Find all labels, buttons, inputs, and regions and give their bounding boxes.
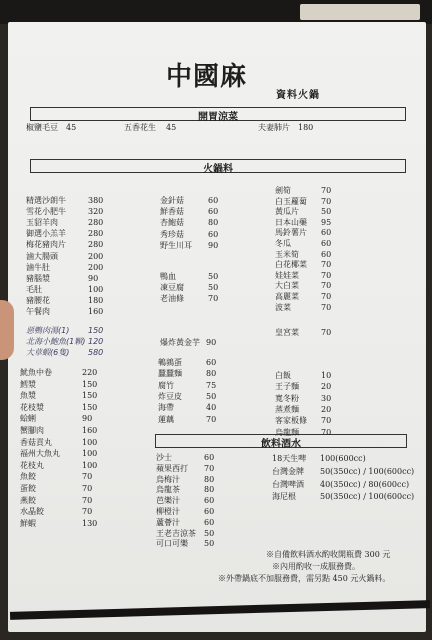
menu-item-price: 80 (204, 474, 215, 484)
menu-item-name: 午餐肉 (26, 307, 50, 316)
menu-item-name: 爆炸黃金芋 (160, 338, 200, 347)
menu-item-name: 豬腦漿 (26, 273, 50, 283)
menu-item-name: 冬瓜 (275, 239, 291, 248)
menu-item-price: 90 (82, 414, 93, 424)
menu-item-name: 金針菇 (160, 196, 184, 205)
menu-item-price: 20 (321, 382, 332, 392)
menu-item-name: 烏梅汁 (156, 474, 180, 484)
menu-item-price: 380 (88, 196, 104, 205)
menu-item-name: 野生川耳 (160, 240, 192, 250)
menu-item-price: 80 (208, 218, 219, 228)
menu-item-price: 90 (88, 273, 99, 283)
menu-item-name: 滷大腸頭 (26, 251, 58, 261)
menu-item-name: 波菜 (275, 302, 291, 312)
menu-item-price: 70 (208, 294, 219, 304)
menu-item-name: 北海小鮑魚(1顆) (26, 337, 86, 346)
menu-item-price: 70 (321, 427, 332, 437)
menu-item-name: 台灣金牌 (272, 466, 304, 476)
cold-dish-price: 45 (66, 123, 77, 132)
menu-item-name: 魚餃 (20, 472, 36, 482)
menu-item-price: 70 (321, 292, 332, 301)
menu-item-name: 烏龍茶 (156, 485, 180, 495)
finger (0, 300, 14, 360)
menu-item-price: 60 (204, 496, 215, 506)
cold-dish-name: 夫妻肺片 (258, 123, 290, 132)
menu-item-price: 80 (204, 485, 215, 495)
menu-item-price: 580 (88, 348, 104, 357)
cold-dish-name: 五香花生 (124, 123, 156, 132)
menu-item-price: 90 (208, 240, 219, 250)
menu-item-price: 100 (82, 460, 98, 470)
background-light (300, 4, 420, 20)
menu-item-price: 75 (206, 380, 217, 390)
cold-dish-name: 椒鹽毛豆 (26, 123, 58, 132)
menu-item-price: 50 (204, 539, 215, 549)
menu-item-name: 白花椰菜 (275, 260, 307, 270)
menu-item-name: 海帶 (158, 403, 174, 413)
menu-item-price: 50 (206, 391, 217, 401)
menu-item-price: 70 (321, 196, 332, 206)
menu-item-name: 杏鮑菇 (160, 218, 184, 228)
menu-item-name: 秀珍菇 (160, 229, 184, 239)
menu-item-price: 100 (82, 449, 98, 459)
menu-item-name: 黃瓜片 (275, 207, 299, 217)
menu-item-name: 炸豆皮 (158, 391, 182, 401)
menu-item-name: 台灣啤酒 (272, 479, 304, 489)
menu-item-name: 魷魚中卷 (20, 368, 52, 377)
menu-item-price: 150 (82, 391, 98, 401)
menu-item-price: 70 (321, 281, 332, 291)
menu-item-name: 蛤蜊 (20, 414, 36, 424)
menu-item-name: 客家板條 (275, 416, 307, 426)
menu-item-name: 惡鴨肉湯(1) (26, 326, 70, 335)
menu-item-name: 蠶蠶麵 (158, 369, 182, 379)
menu-item-name: 海尼根 (272, 492, 296, 502)
menu-item-price: 70 (82, 472, 93, 482)
menu-item-price: 150 (82, 379, 98, 389)
menu-item-name: 鮮香菇 (160, 207, 184, 217)
section-header-hotpot: 火鍋料 (30, 159, 406, 173)
menu-item-name: 馬鈴薯片 (275, 228, 307, 238)
menu-item-price: 30 (321, 393, 332, 403)
note-3: ※外帶鍋底不加服務費，需另點 450 元火鍋料。 (218, 574, 391, 583)
menu-item-price: 130 (82, 518, 98, 528)
menu-item-price: 280 (88, 229, 104, 239)
menu-item-price: 60 (204, 517, 215, 527)
menu-item-name: 蛋餃 (20, 484, 36, 493)
menu-item-price: 60 (208, 229, 219, 239)
menu-item-name: 烏龍麵 (275, 427, 299, 437)
menu-item-price: 70 (321, 302, 332, 312)
menu-item-price: 220 (82, 368, 98, 377)
menu-item-name: 福州大魚丸 (20, 449, 60, 459)
menu-item-price: 60 (204, 507, 215, 516)
menu-item-price: 10 (321, 371, 332, 380)
menu-item-name: 燕餃 (20, 495, 36, 505)
menu-item-price: 150 (88, 326, 104, 335)
menu-item-name: 梅花豬肉片 (26, 240, 66, 250)
menu-item-price: 50 (204, 528, 215, 538)
menu-item-name: 花枝漿 (20, 402, 44, 412)
menu-item-price: 50 (321, 207, 332, 217)
cold-dish-price: 180 (298, 123, 314, 132)
menu-item-name: 皇宮菜 (275, 328, 299, 337)
menu-item-price: 70 (321, 186, 332, 195)
menu-item-price: 40(350cc) / 80(600cc) (320, 479, 410, 489)
menu-item-name: 蟹腳肉 (20, 426, 44, 435)
menu-item-name: 豬腰花 (26, 295, 50, 305)
menu-item-price: 70 (206, 414, 217, 424)
menu-item-price: 60 (321, 239, 332, 248)
menu-item-name: 御選小羔羊 (26, 229, 66, 239)
menu-item-name: 鮮蝦 (20, 518, 36, 528)
menu-item-name: 魚漿 (20, 391, 36, 401)
menu-item-price: 50(350cc) / 100(600cc) (320, 492, 415, 502)
menu-item-name: 凍豆腐 (160, 283, 184, 293)
menu-item-price: 70 (321, 328, 332, 337)
menu-item-price: 160 (82, 426, 98, 435)
menu-item-price: 50 (208, 283, 219, 293)
menu-item-name: 水晶餃 (20, 507, 44, 517)
menu-item-price: 70 (82, 495, 93, 505)
note-1: ※自備飲料酒水酌收開瓶費 300 元 (266, 550, 391, 559)
menu-item-name: 日本山藥 (275, 217, 307, 227)
menu-item-name: 鵪鶉蛋 (158, 358, 182, 367)
menu-item-price: 60 (204, 453, 215, 462)
menu-item-price: 320 (88, 207, 104, 217)
menu-item-name: 娃娃菜 (275, 270, 299, 280)
menu-item-price: 50(350cc) / 100(600cc) (320, 466, 415, 476)
menu-item-name: 王老吉涼茶 (156, 528, 196, 538)
menu-item-name: 王子麵 (275, 382, 299, 392)
menu-item-price: 60 (321, 249, 332, 259)
menu-item-price: 70 (321, 270, 332, 280)
menu-item-name: 玉貂羊肉 (26, 218, 58, 228)
menu-item-price: 40 (206, 403, 217, 413)
menu-item-name: 白飯 (275, 371, 291, 380)
menu-item-price: 80 (206, 369, 217, 379)
cold-dish-price: 45 (166, 123, 177, 132)
menu-item-price: 60 (321, 228, 332, 238)
menu-item-name: 蓮藕 (158, 414, 174, 424)
menu-item-name: 沙士 (156, 453, 172, 462)
section-header-drinks: 飲料酒水 (155, 434, 407, 448)
menu-item-name: 大草蝦(6隻) (26, 348, 70, 357)
menu-item-name: 蒸煮麵 (275, 404, 299, 414)
menu-item-price: 70 (321, 416, 332, 426)
menu-item-price: 70 (321, 260, 332, 270)
menu-item-name: 鱈漿 (20, 379, 36, 389)
menu-item-price: 100 (82, 437, 98, 447)
menu-item-price: 200 (88, 262, 104, 272)
menu-item-name: 劍筍 (275, 186, 291, 195)
menu-item-name: 滷牛肚 (26, 262, 50, 272)
menu-item-name: 白玉蘿蔔 (275, 196, 307, 206)
menu-item-name: 大白菜 (275, 281, 299, 291)
note-2: ※內用酌收一成服務費。 (272, 562, 360, 571)
menu-item-name: 蘋果西打 (156, 463, 188, 473)
menu-item-price: 60 (208, 196, 219, 205)
menu-item-price: 100 (88, 284, 104, 294)
menu-item-name: 鴨血 (160, 272, 176, 281)
menu-item-name: 腐竹 (158, 380, 174, 390)
section-header-cold: 開胃涼菜 (30, 107, 406, 121)
menu-item-price: 120 (88, 337, 104, 346)
menu-item-price: 180 (88, 295, 104, 305)
menu-item-name: 18天生啤 (272, 454, 307, 463)
menu-item-name: 寬冬粉 (275, 393, 299, 403)
menu-item-price: 70 (82, 484, 93, 493)
menu-item-price: 60 (208, 207, 219, 217)
menu-item-name: 玉米筍 (275, 249, 299, 259)
menu-item-price: 90 (206, 338, 217, 347)
menu-item-name: 老油條 (160, 294, 184, 304)
menu-item-price: 280 (88, 240, 104, 250)
menu-item-name: 高麗菜 (275, 292, 299, 301)
background-dark-top (0, 0, 432, 24)
menu-item-name: 柳橙汁 (156, 507, 180, 516)
restaurant-logo: 中國麻 (166, 62, 248, 92)
menu-item-name: 雪花小肥牛 (26, 207, 66, 217)
menu-item-price: 20 (321, 404, 332, 414)
menu-item-name: 芭樂汁 (156, 496, 180, 506)
menu-item-name: 香菇貢丸 (20, 437, 52, 447)
menu-item-price: 150 (82, 402, 98, 412)
menu-item-price: 95 (321, 217, 332, 227)
menu-item-price: 50 (208, 272, 219, 281)
menu-item-price: 100(600cc) (320, 454, 366, 463)
menu-item-name: 毛肚 (26, 284, 42, 294)
menu-item-price: 280 (88, 218, 104, 228)
restaurant-logo-subtitle: 資料火鍋 (276, 90, 320, 101)
menu-item-name: 精選沙朗牛 (26, 196, 66, 205)
menu-item-name: 花枝丸 (20, 460, 44, 470)
menu-item-price: 200 (88, 251, 104, 261)
menu-item-price: 70 (82, 507, 93, 517)
menu-item-price: 160 (88, 307, 104, 316)
menu-item-name: 蘆薈汁 (156, 517, 180, 527)
menu-item-name: 可口可樂 (156, 539, 188, 549)
menu-item-price: 60 (206, 358, 217, 367)
menu-item-price: 70 (204, 463, 215, 473)
